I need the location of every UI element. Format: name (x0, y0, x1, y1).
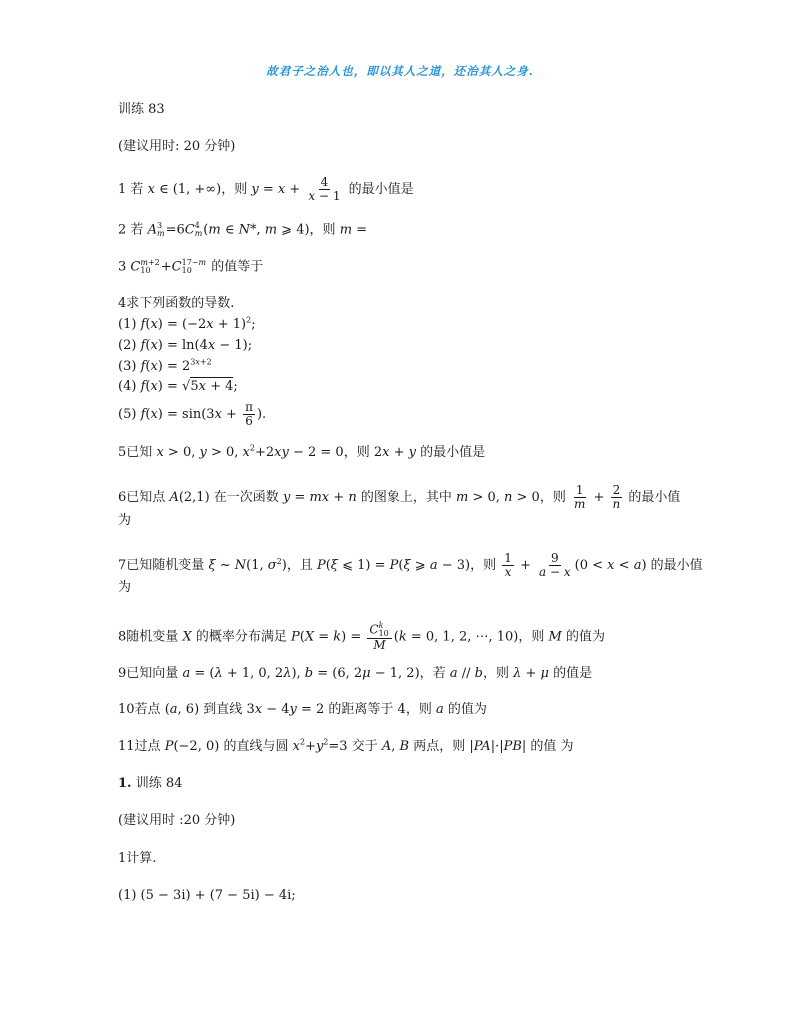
question-11: 11过点 P(−2, 0) 的直线与圆 $x^2+y^2=3$ 交于 A, B 两点，则 |PA|·|PB| 的值 为 (118, 737, 574, 754)
question-6: 6已知点 A(2,1) 在一次函数 y = mx + n 的图象上，其中 m > 0, n > 0，则 $\frac{1}{m}$ + $\frac{2}{n}$ 的最小值 (118, 483, 681, 512)
question-4-part-2: (2) f(x) = ln(4x − 1); (118, 338, 253, 353)
fraction: $\frac{4}{x - 1}$ (308, 175, 341, 204)
question-4-part-3: (3) $f(x) = 2^{3x+2}$ (118, 357, 212, 374)
fraction: $\frac{1}{m}$ (573, 483, 586, 512)
question-4-part-1: (1) $f(x) = (-2x + 1)^2$; (118, 315, 256, 332)
fraction: $\frac{2}{n}$ (612, 483, 621, 512)
motto-header: 故君子之治人也，即以其人之道，还治其人之身. (266, 64, 534, 78)
time-note-83: (建议用时: 20 分钟) (118, 139, 236, 154)
question-4: 4求下列函数的导数. (118, 296, 235, 311)
question-3: 3 C m+2 10 +C 17−m 10 的值等于 (118, 258, 264, 275)
question-84-1-part-1: (1) (5 − 3i) + (7 − 5i) − 4i; (118, 888, 296, 903)
question-84-1: 1计算. (118, 851, 157, 866)
question-8: 8随机变量 X 的概率分布满足 P(X = k) = C k 10 M (k = 0, 1, 2, ⋯, 10)，则 M 的值为 (118, 621, 606, 652)
question-5: 5已知 x > 0, y > 0, $x^2+2xy - 2 = 0$，则 2x + y 的最小值是 (118, 443, 486, 460)
time-note-84: (建议用时 :20 分钟) (118, 813, 236, 828)
fraction: $\frac{1}{x}$ (504, 551, 512, 580)
question-4-part-5: (5) f(x) = sin(3x + $\frac{\pi}{6}$ ). (118, 400, 267, 429)
fraction: $\frac{\pi}{6}$ (245, 400, 253, 429)
question-6-wrap: 为 (118, 513, 132, 528)
fraction: $\frac{9}{a - x}$ (539, 551, 571, 580)
section-title-83: 训练 83 (118, 102, 165, 117)
question-2: 2 若 A 3 m =6C 4 m (m ∈ N*, m ⩾ 4)，则 m = (118, 221, 368, 238)
question-1: 1 若 x ∈ (1, +∞)，则 y = x + $\frac{4}{x - 1}$ 的最小值是 (118, 175, 414, 204)
question-7: 7已知随机变量 ξ ~ N(1, $\sigma^2$)，且 P(ξ ⩽ 1) = P(ξ ⩾ a − 3)，则 $\frac{1}{x}$ + $\frac{9}{a - x}$ (0 < x < a) 的最小值 (118, 551, 703, 580)
section-title-84: 1. 训练 84 (118, 776, 183, 791)
question-7-wrap: 为 (118, 580, 132, 595)
fraction: C k 10 M (367, 622, 391, 652)
question-10: 10若点 (a, 6) 到直线 3x − 4y = 2 的距离等于 4，则 a 的值为 (118, 702, 487, 717)
question-4-part-4: (4) f(x) = √5x + 4; (118, 379, 238, 394)
question-9: 9已知向量 a = (λ + 1, 0, 2λ), b = (6, 2μ − 1, 2)，若 a // b，则 λ + μ 的值是 (118, 666, 593, 681)
